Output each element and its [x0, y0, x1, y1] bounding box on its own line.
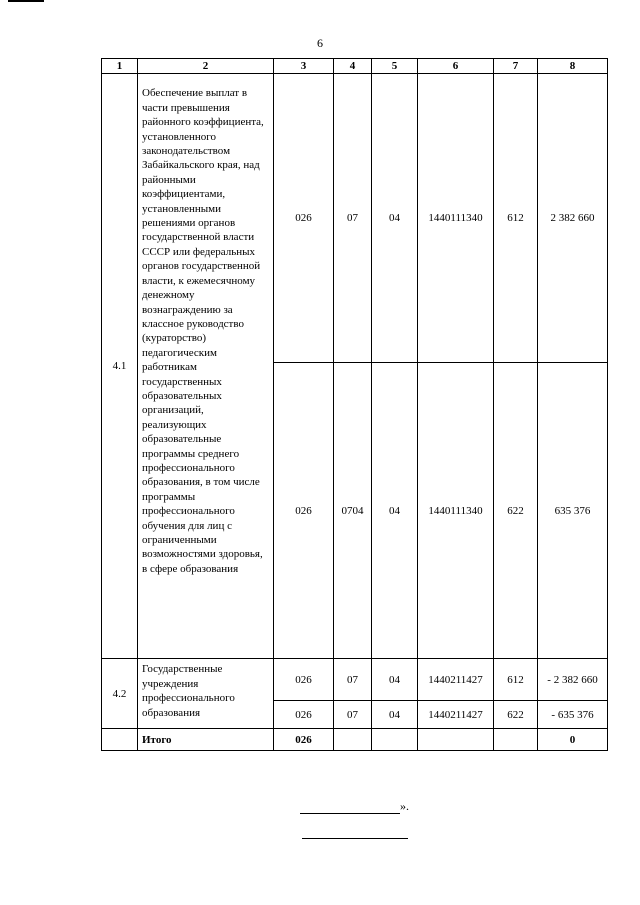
header-cell: 2 — [138, 59, 274, 74]
table-cell: 026 — [274, 701, 334, 729]
table-cell — [102, 729, 138, 751]
total-code: 026 — [274, 729, 334, 751]
table-cell: 1440111340 — [418, 74, 494, 363]
closing-mark — [300, 799, 409, 814]
table-cell — [494, 729, 538, 751]
table-cell: - 635 376 — [538, 701, 608, 729]
table-cell: 622 — [494, 701, 538, 729]
table-cell: 07 — [334, 74, 372, 363]
header-cell: 7 — [494, 59, 538, 74]
table-cell — [372, 729, 418, 751]
section-number: 4.2 — [102, 659, 138, 729]
table-cell: 026 — [274, 659, 334, 701]
page-number: 6 — [317, 36, 323, 50]
table-cell: 1440211427 — [418, 701, 494, 729]
table-cell: 04 — [372, 363, 418, 659]
table-cell: 07 — [334, 659, 372, 701]
section-number: 4.1 — [102, 74, 138, 659]
table-row — [102, 74, 608, 363]
corner-rule — [8, 0, 44, 2]
table-cell: 2 382 660 — [538, 74, 608, 363]
header-cell: 3 — [274, 59, 334, 74]
closing-quote: ». — [400, 799, 409, 813]
table-cell — [334, 729, 372, 751]
section-description: Государственные учреждения профессионального образования — [138, 659, 274, 729]
total-label: Итого — [138, 729, 274, 751]
table-cell: 1440111340 — [418, 363, 494, 659]
header-cell: 4 — [334, 59, 372, 74]
total-sum: 0 — [538, 729, 608, 751]
table-cell: 0704 — [334, 363, 372, 659]
blank-line — [300, 801, 400, 814]
table-cell: 622 — [494, 363, 538, 659]
header-cell: 5 — [372, 59, 418, 74]
footer-line — [302, 838, 408, 839]
header-cell: 8 — [538, 59, 608, 74]
budget-table — [101, 58, 608, 751]
table-cell: 026 — [274, 74, 334, 363]
table-cell: 612 — [494, 74, 538, 363]
table-cell: 1440211427 — [418, 659, 494, 701]
table-cell — [418, 729, 494, 751]
header-row — [102, 59, 608, 74]
header-cell: 1 — [102, 59, 138, 74]
table-cell: 07 — [334, 701, 372, 729]
table-cell: 635 376 — [538, 363, 608, 659]
table-row — [102, 659, 608, 701]
total-row — [102, 729, 608, 751]
section-description: Обеспечение выплат в части превышения районного коэффициента, установленного законодательством Забайкальского края, над районными коэффициентами, установленными решениями органов государственной власти СССР или федеральных органов государственной власти, к ежемесячному денежному вознаграждению за классное руководство (кураторство) педагогическим работникам государственных образовательных организаций, реализующих образовательные программы среднего профессионального образования, в том числе программы профессионального обучения для лиц с ограниченными возможностями здоровья, в сфере образования — [138, 74, 274, 659]
table-cell: - 2 382 660 — [538, 659, 608, 701]
table-cell: 04 — [372, 659, 418, 701]
table-cell: 026 — [274, 363, 334, 659]
table-cell: 04 — [372, 701, 418, 729]
table-cell: 04 — [372, 74, 418, 363]
table-cell: 612 — [494, 659, 538, 701]
header-cell: 6 — [418, 59, 494, 74]
